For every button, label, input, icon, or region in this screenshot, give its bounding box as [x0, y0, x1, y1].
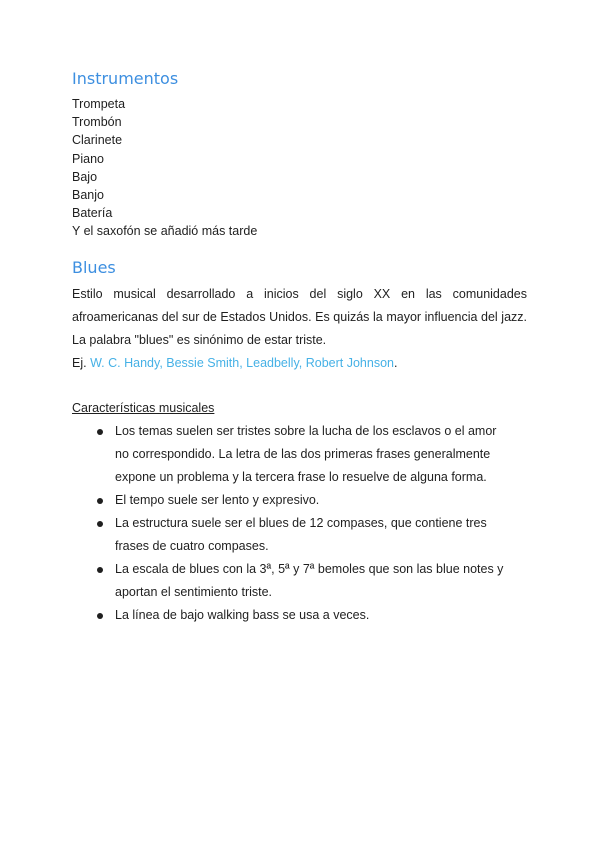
blues-heading: Blues — [72, 257, 116, 277]
list-item: Bajo — [72, 169, 98, 184]
example-link-leadbelly[interactable]: Leadbelly — [246, 355, 299, 370]
list-item — [72, 558, 527, 604]
spacer — [72, 375, 527, 397]
list-item — [72, 512, 527, 558]
list-item: Trombón — [72, 115, 122, 130]
list-item-text: La escala de blues con la 3ª, 5ª y 7ª bemoles que son las blue notes y aportan el sentimiento triste. — [115, 561, 504, 599]
list-item — [72, 420, 527, 489]
document-content — [72, 66, 527, 627]
bullet-icon — [97, 521, 103, 527]
instrumentos-heading: Instrumentos — [72, 69, 179, 88]
bullet-icon — [97, 498, 103, 504]
list-item-text: Los temas suelen ser tristes sobre la lucha de los esclavos o el amor no correspondido. La letra de las dos primeras frases generalmente expone un problema y la tercera frase lo resuelve de alguna forma. — [115, 423, 497, 484]
bullet-icon — [97, 613, 103, 619]
examples-prefix: Ej. — [72, 355, 87, 370]
list-item-text: El tempo suele ser lento y expresivo. — [115, 492, 320, 507]
blues-examples: Ej. W. C. Handy, Bessie Smith, Leadbelly, Robert Johnson. — [72, 355, 398, 370]
list-item: Clarinete — [72, 133, 123, 148]
list-item: Trompeta — [72, 97, 126, 111]
instrumentos-list — [72, 95, 527, 241]
bullet-icon — [97, 567, 103, 573]
caracteristicas-heading: Características musicales — [72, 400, 215, 415]
list-item-text: La línea de bajo walking bass se usa a veces. — [115, 607, 370, 622]
example-link-handy[interactable]: W. C. Handy — [90, 355, 160, 370]
caracteristicas-list — [72, 420, 527, 627]
list-item: Batería — [72, 206, 113, 221]
bullet-icon — [97, 429, 103, 435]
list-item — [72, 489, 527, 512]
example-link-smith[interactable]: Bessie Smith — [166, 355, 240, 370]
list-item — [72, 604, 527, 627]
list-item: Banjo — [72, 188, 104, 203]
list-item-text: La estructura suele ser el blues de 12 compases, que contiene tres frases de cuatro compases. — [115, 515, 487, 553]
blues-description: Estilo musical desarrollado a inicios del siglo XX en las comunidades afroamericanas del sur de Estados Unidos. Es quizás la mayor influencia del jazz. La palabra "blues" es sinónimo de estar triste. — [72, 286, 527, 347]
list-item: Piano — [72, 151, 104, 166]
list-item: Y el saxofón se añadió más tarde — [72, 224, 258, 239]
examples-end: . — [393, 355, 398, 370]
example-link-johnson[interactable]: Robert Johnson — [305, 355, 394, 370]
